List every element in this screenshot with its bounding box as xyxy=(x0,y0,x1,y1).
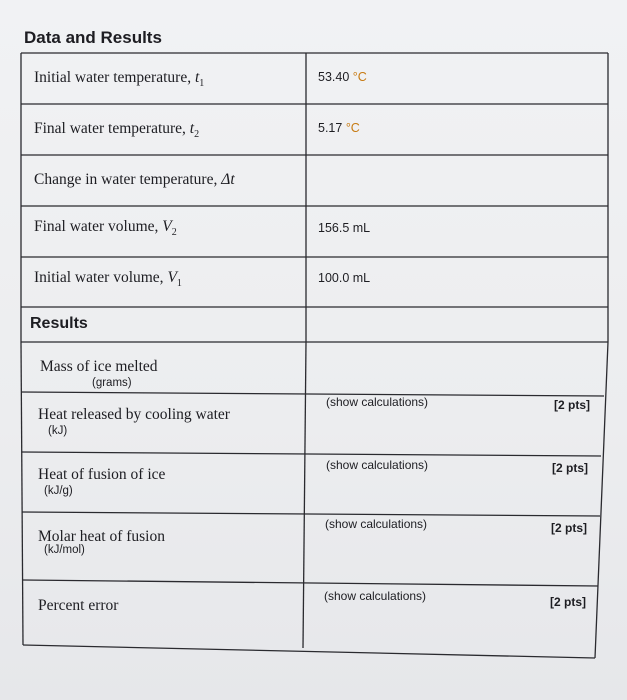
row-molar-heat-label: Molar heat of fusion xyxy=(38,528,165,545)
heat-released-points: [2 pts] xyxy=(554,398,590,412)
row-mass-ice-label: Mass of ice melted xyxy=(40,358,158,375)
row-final-temp-value: 5.17 °C xyxy=(318,121,360,135)
row-final-volume-label: Final water volume, $V_2$ xyxy=(34,218,177,239)
molar-heat-calc-note: (show calculations) xyxy=(325,517,428,531)
row-mass-ice-unit: (grams) xyxy=(92,377,132,389)
percent-error-calc-note: (show calculations) xyxy=(324,589,427,603)
row-initial-temp-value: 53.40 °C xyxy=(318,70,367,84)
molar-heat-points: [2 pts] xyxy=(551,521,587,535)
row-final-temp-label: Final water temperature, $t_2$ xyxy=(34,120,200,141)
row-initial-volume-label: Initial water volume, $V_1$ xyxy=(34,269,182,290)
row-heat-released-unit: (kJ) xyxy=(48,425,68,437)
row-final-volume-value: 156.5 mL xyxy=(318,221,371,235)
heat-fusion-points: [2 pts] xyxy=(552,461,588,475)
row-change-temp-label: Change in water temperature, Δt xyxy=(34,171,235,188)
row-molar-heat-unit: (kJ/mol) xyxy=(44,544,85,556)
row-heat-released-label: Heat released by cooling water xyxy=(38,406,230,423)
percent-error-points: [2 pts] xyxy=(550,595,586,609)
section-heading: Data and Results xyxy=(24,28,162,47)
row-initial-volume-value: 100.0 mL xyxy=(318,271,371,285)
row-percent-error-label: Percent error xyxy=(38,597,119,614)
heat-fusion-calc-note: (show calculations) xyxy=(326,458,429,472)
row-heat-fusion-unit: (kJ/g) xyxy=(44,485,73,497)
results-heading: Results xyxy=(30,315,88,332)
row-initial-temp-label: Initial water temperature, $t_1$ xyxy=(34,69,205,90)
row-heat-fusion-label: Heat of fusion of ice xyxy=(38,466,166,483)
heat-released-calc-note: (show calculations) xyxy=(326,395,429,409)
